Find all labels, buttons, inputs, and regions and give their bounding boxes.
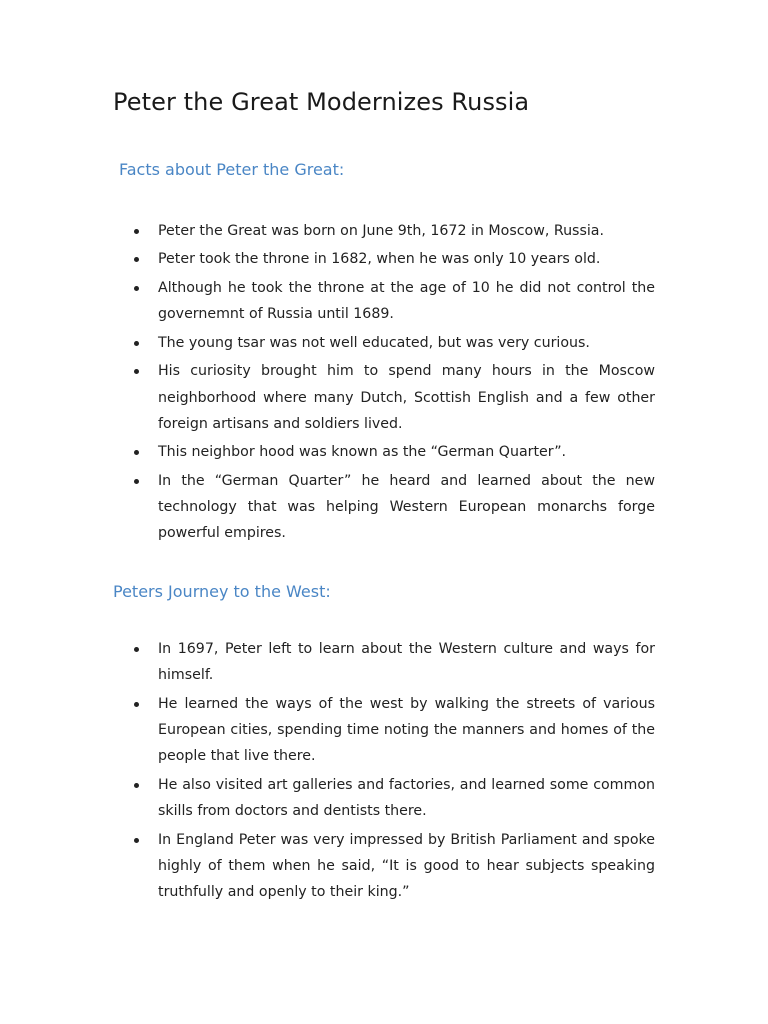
list-item-text: The young tsar was not well educated, but was very curious.	[158, 334, 590, 351]
list-item	[158, 468, 655, 547]
bullet-icon	[134, 647, 139, 652]
bullet-icon	[134, 838, 139, 843]
bullet-icon	[134, 369, 139, 374]
list-item	[158, 330, 655, 356]
section-heading-facts: Facts about Peter the Great:	[119, 160, 345, 179]
list-item-text: Peter the Great was born on June 9th, 1672 in Moscow, Russia.	[158, 223, 604, 239]
facts-list	[158, 218, 655, 549]
list-item-text: His curiosity brought him to spend many hours in the Moscow neighborhood where many Dutch, Scottish English and a few other foreign artisans and soldiers lived.	[158, 363, 655, 432]
section-heading-journey: Peters Journey to the West:	[113, 582, 331, 601]
bullet-icon	[134, 257, 139, 262]
bullet-icon	[134, 450, 139, 455]
bullet-icon	[134, 286, 139, 291]
bullet-icon	[134, 783, 139, 788]
list-item	[158, 636, 655, 689]
bullet-icon	[134, 702, 139, 707]
list-item	[158, 218, 655, 244]
list-item	[158, 358, 655, 437]
list-item-text: Peter took the throne in 1682, when he was only 10 years old.	[158, 251, 601, 268]
list-item	[158, 772, 655, 825]
list-item-text: In the “German Quarter” he heard and learned about the new technology that was helping Western European monarchs forge powerful empires.	[158, 472, 655, 542]
bullet-icon	[134, 341, 139, 346]
bullet-icon	[134, 229, 139, 234]
list-item-text: In 1697, Peter left to learn about the Western culture and ways for himself.	[158, 641, 655, 684]
bullet-icon	[134, 479, 139, 484]
list-item-text: In England Peter was very impressed by British Parliament and spoke highly of them when he said, “It is good to hear subjects speaking truthfully and openly to their king.”	[158, 831, 655, 901]
list-item	[158, 275, 655, 328]
list-item-text: This neighbor hood was known as the “German Quarter”.	[158, 444, 567, 461]
list-item	[158, 246, 655, 272]
list-item	[158, 827, 655, 906]
page-title: Peter the Great Modernizes Russia	[113, 88, 530, 116]
list-item-text: Although he took the throne at the age of 10 he did not control the governemnt of Russia until 1689.	[158, 279, 655, 323]
list-item-text: He also visited art galleries and factories, and learned some common skills from doctors and dentists there.	[158, 776, 655, 820]
list-item	[158, 691, 655, 770]
journey-list	[158, 636, 655, 908]
list-item	[158, 439, 655, 465]
list-item-text: He learned the ways of the west by walking the streets of various European cities, spending time noting the manners and homes of the people that live there.	[158, 695, 655, 765]
